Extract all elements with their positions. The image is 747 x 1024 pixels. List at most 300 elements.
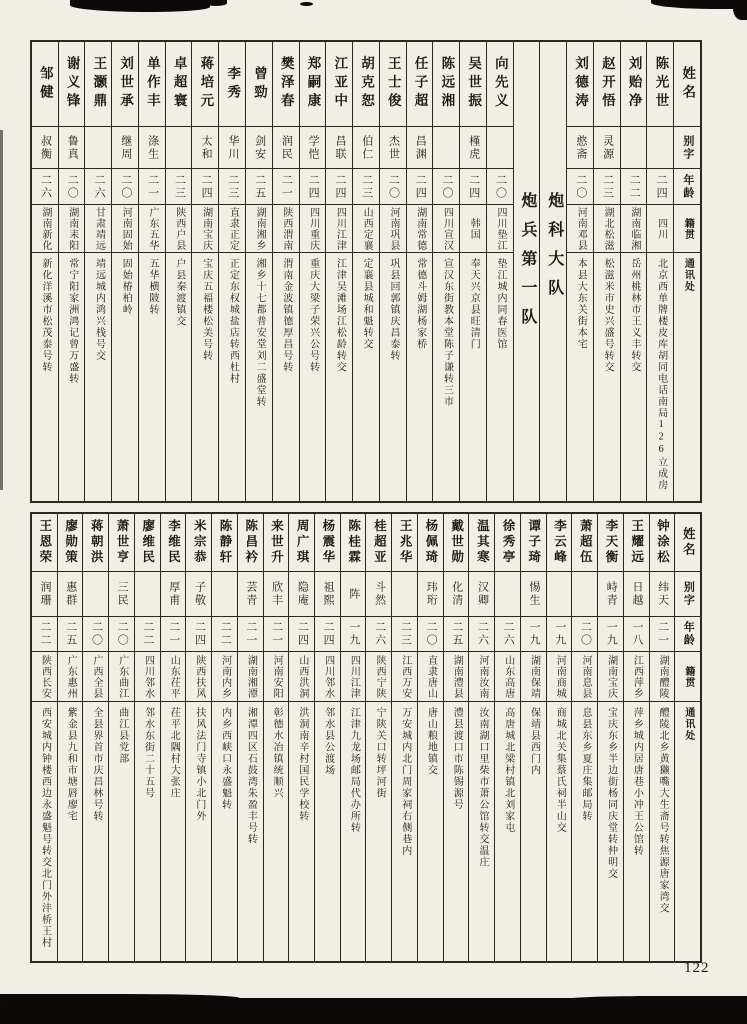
person-age: 二六 — [373, 621, 386, 647]
person-native-place: 山东高唐 — [502, 654, 514, 699]
person-native-place: 河南汝南 — [477, 654, 488, 699]
person-age-cell — [264, 617, 289, 652]
person-age-cell — [59, 169, 85, 205]
person-name-cell — [407, 42, 433, 127]
person-name: 周广琪 — [295, 519, 310, 566]
person-column — [352, 42, 379, 501]
scan-artifact — [567, 996, 747, 1002]
person-age: 一九 — [605, 621, 618, 647]
person-age: 二一 — [167, 621, 180, 647]
person-address: 户县秦渡镇交 — [173, 258, 185, 327]
person-column — [620, 42, 647, 501]
person-native-place: 广西全县 — [90, 654, 102, 699]
person-name-cell — [85, 42, 111, 127]
person-age: 一九 — [553, 621, 566, 647]
person-address: 湘潭四区石鼓湾朱盈丰号转 — [245, 707, 257, 845]
person-courtesy-name-cell — [444, 572, 469, 617]
person-address-cell — [469, 702, 494, 961]
person-courtesy-name-cell — [58, 572, 83, 617]
person-courtesy-name-cell — [624, 572, 649, 617]
person-native-place: 广东五华 — [147, 206, 159, 251]
person-native-place: 山东茌平 — [168, 654, 180, 699]
person-name: 戴世勋 — [449, 519, 464, 566]
person-name: 杨佩琦 — [423, 519, 438, 566]
person-address-cell — [315, 702, 340, 961]
person-native-place: 四川邻水 — [142, 654, 154, 699]
person-column — [459, 42, 486, 501]
person-age-cell — [166, 169, 192, 205]
person-native-place-cell — [135, 652, 160, 702]
person-name: 樊泽春 — [278, 56, 294, 112]
header-age-label: 年龄 — [682, 621, 695, 647]
person-age: 一九 — [528, 621, 540, 647]
person-age-cell — [212, 617, 237, 652]
person-age: 二三 — [601, 173, 614, 200]
person-age: 二四 — [193, 621, 206, 647]
person-age-cell — [246, 169, 272, 205]
person-column — [325, 42, 352, 501]
person-age-cell — [83, 617, 108, 652]
person-name-cell — [647, 42, 673, 127]
person-name-cell — [109, 514, 134, 572]
person-courtesy-name-cell — [264, 572, 289, 617]
person-age-cell — [366, 617, 391, 652]
person-address-cell — [444, 702, 469, 961]
person-age: 二四 — [296, 621, 309, 647]
person-courtesy-name: 杰世 — [387, 134, 400, 161]
person-courtesy-name-cell — [139, 127, 165, 169]
person-name: 李秀 — [225, 65, 241, 103]
person-native-place-cell — [32, 652, 57, 702]
person-address-cell — [433, 253, 459, 501]
person-age-cell — [567, 169, 593, 205]
person-name: 蒋朝洪 — [89, 519, 104, 566]
person-native-place: 江西萍乡 — [631, 654, 643, 699]
person-native-place: 四川重庆 — [307, 206, 319, 251]
person-courtesy-name: 学恺 — [307, 134, 320, 161]
person-name-cell — [460, 42, 486, 127]
person-name: 曾勁 — [251, 65, 267, 103]
person-native-place: 河南商城 — [554, 654, 566, 699]
person-age: 二六 — [39, 173, 52, 200]
person-name: 李云峰 — [552, 519, 567, 566]
person-name-cell — [650, 514, 675, 572]
person-name-cell — [418, 514, 443, 572]
person-native-place: 河南固始 — [120, 206, 132, 251]
person-courtesy-name-cell — [353, 127, 379, 169]
person-column — [165, 42, 192, 501]
person-name: 谭子琦 — [526, 519, 541, 566]
person-age-cell — [487, 169, 513, 205]
person-name-cell — [264, 514, 289, 572]
person-courtesy-name-cell — [647, 127, 673, 169]
person-address-cell — [487, 253, 513, 501]
person-age-cell — [598, 617, 623, 652]
person-name: 郑嗣康 — [305, 56, 321, 112]
person-courtesy-name: 惠群 — [64, 581, 77, 607]
person-name: 陈远湘 — [439, 56, 455, 112]
person-name: 桂超亚 — [372, 519, 387, 566]
person-age-cell — [572, 617, 597, 652]
person-name-cell — [487, 42, 513, 127]
person-courtesy-name-cell — [166, 127, 192, 169]
person-native-place-cell — [487, 205, 513, 253]
person-address: 宝庆五福楼松美号转 — [200, 258, 212, 362]
person-name: 王恩荣 — [37, 519, 52, 566]
person-native-place: 直隶正定 — [227, 206, 239, 251]
person-courtesy-name-cell — [59, 127, 85, 169]
person-native-place-cell — [495, 652, 520, 702]
person-age: 二〇 — [66, 173, 79, 200]
person-native-place-cell — [273, 205, 299, 253]
roster-table-top — [30, 40, 702, 503]
person-column — [417, 514, 443, 961]
person-address-cell — [219, 253, 245, 501]
person-address-cell — [547, 702, 572, 961]
person-name: 谢义锋 — [64, 56, 80, 112]
person-native-place: 湖南宝庆 — [200, 206, 212, 251]
person-age: 二四 — [414, 173, 427, 200]
person-courtesy-name: 欣丰 — [270, 581, 283, 607]
person-address: 正定东权城盐店转西杜村 — [227, 258, 239, 385]
person-native-place-cell — [192, 205, 218, 253]
person-native-place: 四川邻水 — [322, 654, 334, 699]
person-address: 保靖县西门内 — [528, 707, 540, 776]
person-age-cell — [112, 169, 138, 205]
person-address: 北京西单牌楼皮库胡同电话南局126立成房 — [655, 258, 667, 491]
person-native-place-cell — [547, 652, 572, 702]
person-name-cell — [300, 42, 326, 127]
person-address: 洪洞南辛村国民学校转 — [296, 707, 308, 822]
person-native-place-cell — [621, 205, 647, 253]
unit-label: 炮兵第一队 — [518, 192, 536, 337]
person-courtesy-name: 叔衡 — [39, 134, 52, 161]
person-native-place-cell — [594, 205, 620, 253]
person-column — [623, 514, 649, 961]
person-native-place-cell — [166, 205, 192, 253]
person-column — [340, 514, 366, 961]
person-age: 二二 — [141, 621, 154, 647]
person-column — [649, 514, 675, 961]
header-addr-cell — [674, 253, 700, 501]
person-address-cell — [186, 702, 211, 961]
person-name-cell — [380, 42, 406, 127]
person-address: 唐山粮地镇交 — [425, 707, 437, 776]
person-courtesy-name: 祖熙 — [322, 581, 335, 607]
person-age: 二三 — [360, 173, 373, 200]
person-age: 二三 — [173, 173, 186, 200]
person-age-cell — [326, 169, 352, 205]
person-courtesy-name: 昌渊 — [414, 134, 427, 161]
person-native-place-cell — [341, 652, 366, 702]
person-age: 二四 — [200, 173, 213, 200]
person-column — [288, 514, 314, 961]
person-age-cell — [161, 617, 186, 652]
person-name-cell — [567, 42, 593, 127]
person-age-cell — [407, 169, 433, 205]
person-address: 商城北关集蔡氏祠半山交 — [554, 707, 566, 834]
person-courtesy-name-cell — [621, 127, 647, 169]
header-place-cell — [675, 652, 700, 702]
person-age-cell — [594, 169, 620, 205]
person-name: 萧世亨 — [115, 519, 130, 566]
person-courtesy-name: 憨斋 — [574, 134, 587, 161]
person-age-cell — [289, 617, 314, 652]
person-age: 二五 — [253, 173, 266, 200]
person-name-cell — [273, 42, 299, 127]
person-column — [134, 514, 160, 961]
person-address: 常德斗姆湖杨家桥 — [414, 258, 426, 350]
person-name: 吴世振 — [466, 56, 482, 112]
person-name-cell — [598, 514, 623, 572]
person-age-cell — [219, 169, 245, 205]
person-native-place: 四川垫江 — [495, 206, 506, 251]
person-courtesy-name-cell — [392, 572, 417, 617]
person-courtesy-name: 纬天 — [656, 581, 669, 607]
person-address-cell — [264, 702, 289, 961]
person-age: 二三 — [226, 173, 239, 200]
person-courtesy-name-cell — [407, 127, 433, 169]
person-age-cell — [273, 169, 299, 205]
person-age: 一八 — [630, 621, 643, 647]
person-name: 王灏鼎 — [91, 56, 107, 112]
person-name: 王士俊 — [385, 56, 401, 112]
person-age: 二二 — [628, 173, 641, 200]
person-name-cell — [192, 42, 218, 127]
person-name-cell — [59, 42, 85, 127]
person-name: 李天衡 — [603, 519, 618, 566]
person-courtesy-name: 剑安 — [253, 134, 266, 161]
person-age: 二一 — [280, 173, 293, 200]
person-name-cell — [572, 514, 597, 572]
person-native-place-cell — [112, 205, 138, 253]
person-native-place-cell — [85, 205, 111, 253]
person-address: 万安城内北门周家祠右侧巷内 — [399, 707, 411, 857]
person-age-cell — [186, 617, 211, 652]
person-address-cell — [326, 253, 352, 501]
person-age-cell — [521, 617, 546, 652]
header-zi-cell — [675, 572, 700, 617]
person-native-place-cell — [392, 652, 417, 702]
person-courtesy-name-cell — [32, 572, 57, 617]
person-age: 二〇 — [574, 173, 587, 200]
person-native-place-cell — [469, 652, 494, 702]
person-age-cell — [418, 617, 443, 652]
person-column — [597, 514, 623, 961]
person-courtesy-name: 继周 — [119, 134, 132, 161]
person-native-place: 陕西渭南 — [280, 206, 292, 251]
person-address: 巩县回郭镇庆昌泰转 — [387, 258, 399, 362]
person-address: 宝庆东乡半边街杨同庆堂转仲明交 — [605, 707, 617, 880]
person-address: 西安城内钟楼西边永盛魁号转交北门外沣桥王村 — [39, 707, 51, 949]
person-column — [593, 42, 620, 501]
person-native-place: 湖南临湘 — [628, 206, 640, 251]
person-age: 二〇 — [425, 621, 438, 647]
person-column — [191, 42, 218, 501]
header-age-cell — [675, 617, 700, 652]
person-name-cell — [433, 42, 459, 127]
person-name: 赵开悟 — [599, 56, 615, 112]
person-age: 二四 — [467, 173, 480, 200]
person-name: 王耀远 — [629, 519, 644, 566]
person-age: 二〇 — [387, 173, 400, 200]
person-address-cell — [353, 253, 379, 501]
person-name: 杨震华 — [320, 519, 335, 566]
person-address-cell — [32, 253, 58, 501]
person-age: 二〇 — [579, 621, 592, 647]
person-native-place-cell — [407, 205, 433, 253]
person-courtesy-name-cell — [246, 127, 272, 169]
scan-artifact — [70, 0, 210, 12]
person-age: 一九 — [347, 621, 360, 647]
person-age: 二二 — [219, 621, 232, 647]
person-native-place-cell — [186, 652, 211, 702]
person-column — [406, 42, 433, 501]
person-name: 来世升 — [269, 519, 284, 566]
person-courtesy-name-cell — [315, 572, 340, 617]
person-address-cell — [407, 253, 433, 501]
person-age-cell — [650, 617, 675, 652]
person-column — [211, 514, 237, 961]
person-native-place: 湖南保靖 — [528, 654, 540, 699]
person-address-cell — [300, 253, 326, 501]
person-column — [58, 42, 85, 501]
person-age: 二〇 — [90, 621, 103, 647]
header-zi-label: 别字 — [682, 581, 695, 607]
person-courtesy-name-cell — [112, 127, 138, 169]
person-courtesy-name: 阵 — [347, 587, 360, 601]
person-courtesy-name: 三民 — [116, 581, 129, 607]
person-address-cell — [624, 702, 649, 961]
person-age: 二六 — [476, 621, 489, 647]
header-column — [673, 42, 700, 501]
person-name-cell — [594, 42, 620, 127]
person-age-cell — [469, 617, 494, 652]
header-addr-label: 通讯处 — [682, 707, 694, 742]
person-courtesy-name: 化清 — [450, 581, 463, 607]
person-native-place-cell — [139, 205, 165, 253]
person-courtesy-name-cell — [161, 572, 186, 617]
person-column — [111, 42, 138, 501]
person-address-cell — [289, 702, 314, 961]
person-column — [314, 514, 340, 961]
person-name-cell — [326, 42, 352, 127]
person-courtesy-name: 斗然 — [373, 581, 386, 607]
person-name-cell — [139, 42, 165, 127]
person-name: 江亚中 — [332, 56, 348, 112]
person-address: 常宁阳家洲鸿记曾万盛转 — [66, 258, 78, 385]
person-courtesy-name-cell — [85, 127, 111, 169]
person-address-cell — [567, 253, 593, 501]
person-courtesy-name: 润民 — [280, 134, 293, 161]
person-native-place: 陕西宁陕 — [374, 654, 386, 699]
person-native-place-cell — [650, 652, 675, 702]
person-age-cell — [32, 169, 58, 205]
person-address: 扶风法门寺镇小北门外 — [193, 707, 205, 822]
person-address: 邻水东街二十五号 — [142, 707, 154, 799]
person-name: 向先义 — [492, 56, 508, 112]
person-courtesy-name-cell — [219, 127, 245, 169]
person-name-cell — [238, 514, 263, 572]
person-name: 刘贻净 — [626, 56, 642, 112]
scan-artifact — [0, 994, 240, 1002]
person-address: 靖远城内鸿兴栈号交 — [93, 258, 105, 362]
person-address-cell — [366, 702, 391, 961]
person-native-place-cell — [624, 652, 649, 702]
person-column — [365, 514, 391, 961]
unit-header-column — [513, 42, 540, 501]
person-address: 五华横陂转 — [147, 258, 159, 316]
person-native-place-cell — [353, 205, 379, 253]
person-column — [432, 42, 459, 501]
person-address: 垫江城内同春医馆 — [495, 258, 506, 350]
person-courtesy-name-cell — [238, 572, 263, 617]
person-address-cell — [598, 702, 623, 961]
person-native-place: 直隶唐山 — [425, 654, 437, 699]
person-native-place: 广东曲江 — [116, 654, 128, 699]
person-column — [245, 42, 272, 501]
person-name: 陈光世 — [653, 56, 669, 112]
person-name: 陈桂霖 — [346, 519, 361, 566]
person-name: 李维民 — [166, 519, 181, 566]
person-courtesy-name-cell — [380, 127, 406, 169]
person-name: 陈静轩 — [217, 519, 232, 566]
person-native-place: 河南息县 — [579, 654, 591, 699]
header-addr-cell — [675, 702, 700, 961]
person-name-cell — [219, 42, 245, 127]
person-age: 二四 — [655, 173, 668, 200]
scan-artifact — [205, 0, 227, 6]
person-address-cell — [380, 253, 406, 501]
person-courtesy-name-cell — [487, 127, 513, 169]
person-column — [379, 42, 406, 501]
person-address: 奉天兴京县旺清门 — [468, 258, 480, 350]
person-address-cell — [621, 253, 647, 501]
person-courtesy-name-cell — [32, 127, 58, 169]
person-column — [263, 514, 289, 961]
header-name-cell — [675, 514, 700, 572]
header-name-label: 姓名 — [681, 527, 696, 558]
person-courtesy-name: 厚甫 — [167, 581, 180, 607]
scan-artifact — [0, 130, 3, 490]
person-name-cell — [246, 42, 272, 127]
person-age-cell — [139, 169, 165, 205]
person-age: 二一 — [244, 621, 257, 647]
person-courtesy-name-cell — [469, 572, 494, 617]
person-native-place: 湖南澧县 — [451, 654, 463, 699]
person-age: 二四 — [333, 173, 346, 200]
person-name: 邹健 — [37, 65, 53, 103]
person-name: 萧超伍 — [578, 519, 593, 566]
person-native-place: 陕西扶风 — [193, 654, 205, 699]
person-courtesy-name-cell — [594, 127, 620, 169]
person-native-place-cell — [219, 205, 245, 253]
person-age: 二四 — [307, 173, 320, 200]
person-address-cell — [572, 702, 597, 961]
person-address-cell — [32, 702, 57, 961]
person-courtesy-name: 汉卿 — [476, 581, 489, 607]
person-name: 廖维民 — [140, 519, 155, 566]
person-age-cell — [58, 617, 83, 652]
person-address-cell — [135, 702, 160, 961]
person-courtesy-name: 槿虎 — [467, 134, 480, 161]
person-age-cell — [495, 617, 520, 652]
person-column — [520, 514, 546, 961]
header-name-label: 姓名 — [680, 65, 696, 103]
person-name-cell — [58, 514, 83, 572]
person-name-cell — [444, 514, 469, 572]
person-address: 息县东乡夏庄集邮局转 — [579, 707, 591, 822]
